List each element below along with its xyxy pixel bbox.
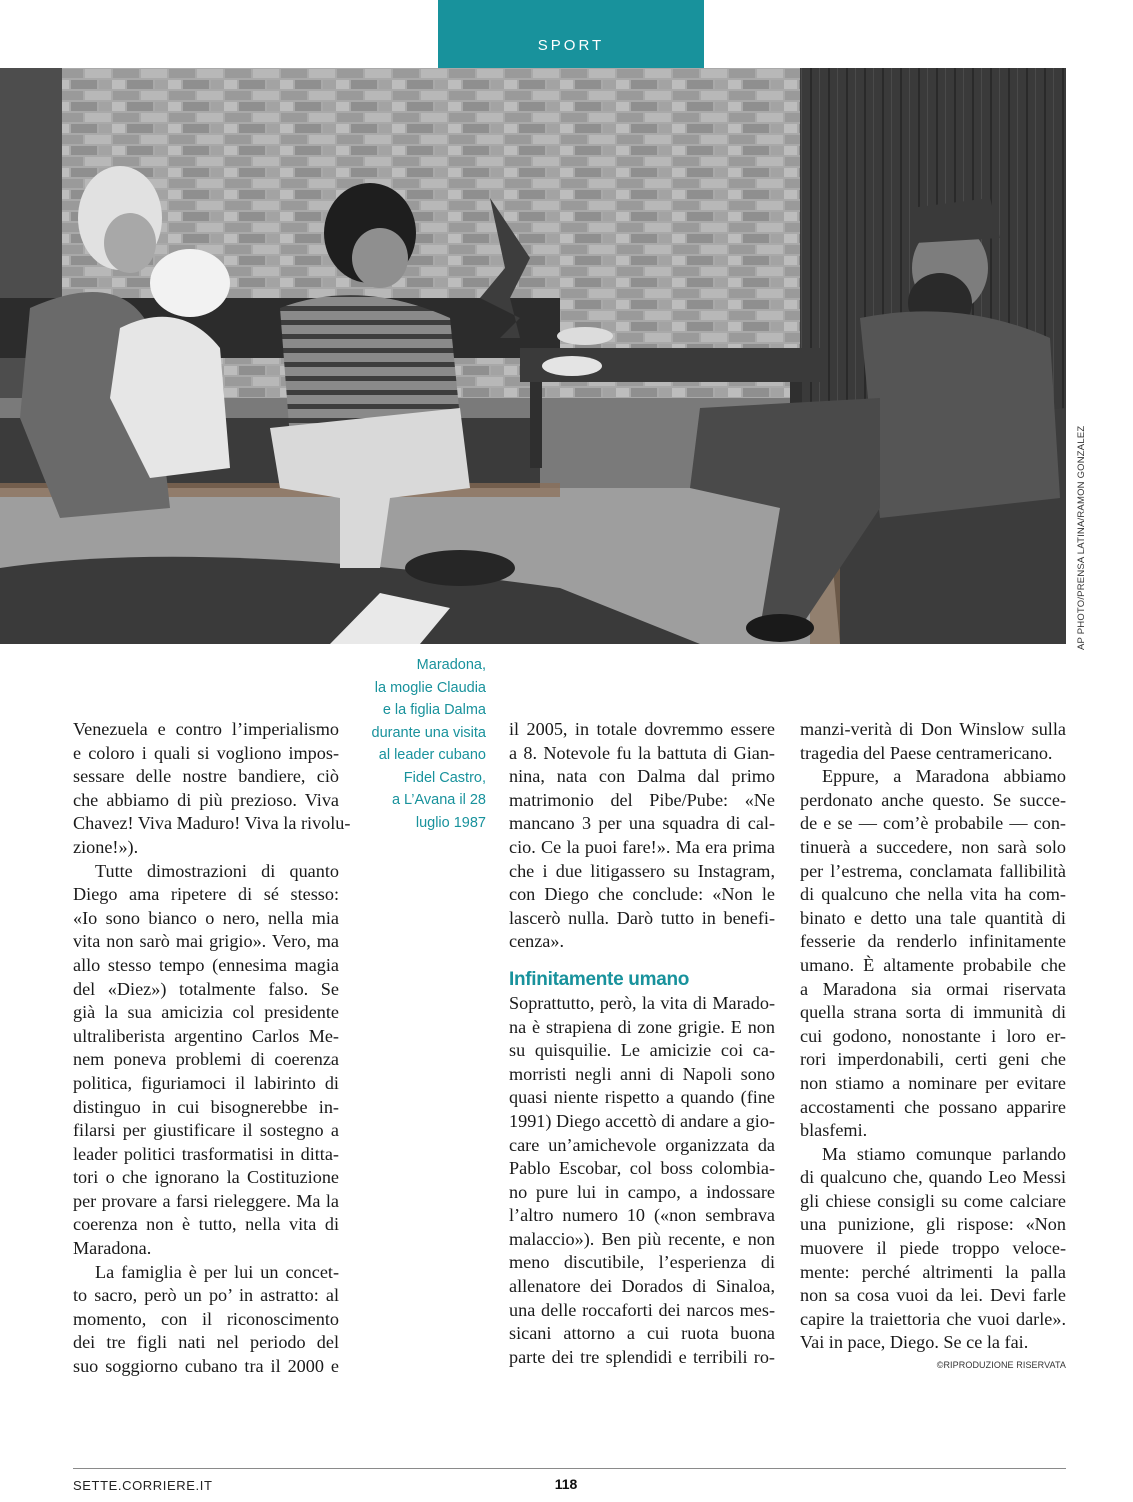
text-line: capire la traiettoria che vuoi darle». — [800, 1308, 1066, 1329]
subheading: Infinitamente umano — [509, 968, 690, 990]
text-line: Eppure, a Maradona abbiamo — [822, 766, 1066, 787]
text-line: La famiglia è per lui un concet- — [95, 1261, 339, 1282]
text-line: nem poneva problemi di coerenza — [73, 1049, 339, 1070]
text-line: Chavez! Viva Maduro! Viva la rivolu- — [73, 813, 351, 834]
text-line: de e se — com’è probabile — con- — [800, 813, 1066, 834]
text-line: Pablo Escobar, col boss colombia- — [509, 1158, 775, 1179]
caption-line: luglio 1987 — [415, 814, 486, 831]
rights-notice: ©RIPRODUZIONE RISERVATA — [936, 1360, 1066, 1371]
text-line: tragedia del Paese centramericano. — [800, 742, 1053, 763]
text-line: Diego ama ripetere di sé stesso: — [73, 884, 339, 905]
text-line: il 2005, in totale dovremmo essere — [509, 719, 775, 739]
text-line: allo stesso tempo (ennesima magia — [73, 954, 339, 975]
text-line: perdonato anche questo. Se succe- — [800, 789, 1066, 810]
text-line: quasi niente rispetto a quando (fine — [509, 1087, 775, 1108]
text-line: una punizione, gli rispose: «Non — [800, 1214, 1066, 1235]
text-line: non stiamo a nominare per evitare — [800, 1072, 1066, 1093]
text-line: blasfemi. — [800, 1120, 868, 1141]
caption-line: la moglie Claudia — [374, 679, 486, 696]
text-line: leader politici trasformatisi in ditta- — [73, 1143, 339, 1164]
text-line: muovere il piede troppo veloce- — [800, 1238, 1066, 1259]
text-line: distinguo in cui bisognerebbe in- — [73, 1096, 339, 1117]
paragraph — [509, 992, 775, 1370]
paragraph — [73, 1261, 339, 1379]
text-line: a Maradona sia ormai riservata — [800, 978, 1066, 999]
paragraph — [800, 718, 1066, 765]
text-line: Venezuela e contro l’imperialismo — [73, 719, 339, 739]
text-line: cio. Ce la puoi fare!». Ma era prima — [509, 836, 775, 857]
text-line: non sa cosa vuoi da lei. Devi farle — [800, 1285, 1066, 1306]
text-line: quella strana sorta di immunità di — [800, 1002, 1066, 1023]
text-line: con Diego che conclude: «Non le — [509, 884, 775, 905]
text-line: tinuerà a succedere, non sarà solo — [800, 836, 1066, 857]
text-line: Maradona. — [73, 1238, 152, 1259]
text-line: cui godono, nonostante i loro er- — [800, 1025, 1066, 1046]
text-line: no pure lui in campo, a indossare — [509, 1181, 775, 1202]
text-line: parte dei tre splendidi e terribili ro- — [509, 1346, 775, 1367]
text-line: nina, nata con Dalma dal primo — [509, 766, 775, 787]
text-line: Vai in pace, Diego. Se ce la fai. — [800, 1332, 1029, 1353]
text-line: e coloro i quali si vogliono impos- — [73, 742, 339, 763]
footer-divider — [73, 1468, 1066, 1469]
paragraph — [509, 718, 775, 954]
text-line: per l’estrema, conclamata fallibilità — [800, 860, 1066, 881]
text-line: ultraliberista argentino Carlos Me- — [73, 1025, 339, 1046]
article-column-2 — [509, 718, 775, 1369]
text-line: lascerò nulla. Darò tutto in benefi- — [509, 907, 775, 928]
caption-line: Maradona, — [416, 657, 486, 673]
text-line: meno discutibile, l’esperienza di — [509, 1252, 775, 1273]
article-column-1 — [73, 718, 351, 1379]
photo-caption — [360, 654, 486, 834]
photo-illustration — [0, 68, 1066, 644]
text-line: morristi negli anni di Napoli sono — [509, 1063, 775, 1084]
text-line: una delle roccaforti dei narcos mes- — [509, 1299, 775, 1320]
text-line: dei tre figli nati nel periodo del — [73, 1332, 339, 1353]
text-line: su quisquilie. Le amicizie coi ca- — [509, 1040, 775, 1061]
section-tab — [438, 0, 704, 68]
text-line: politica, figuriamoci il labirinto di — [73, 1072, 339, 1093]
footer-site-link[interactable]: SETTE.CORRIERE.IT — [73, 1478, 213, 1493]
text-line: zione!»). — [73, 836, 139, 857]
text-line: che i due litigassero su Instagram, — [509, 860, 775, 881]
photo-credit-text: AP PHOTO/PRENSA LATINA/RAMON GONZALEZ — [1076, 425, 1087, 650]
text-line: di qualcuno che, quando Leo Messi — [800, 1167, 1066, 1188]
text-line: malaccio»). Ben più recente, e non — [509, 1228, 775, 1249]
text-line: l’altro numero 10 («non sembrava — [509, 1205, 775, 1226]
caption-line: al leader cubano — [378, 747, 486, 763]
text-line: na è strapiena di zone grigie. E non — [509, 1016, 775, 1037]
text-line: sessare delle nostre bandiere, ciò — [73, 766, 339, 787]
text-line: suo soggiorno cubano tra il 2000 e — [73, 1356, 339, 1377]
page-number: 118 — [554, 1476, 578, 1492]
text-line: rori imperdonabili, certi geni che — [800, 1049, 1066, 1070]
text-line: di qualcuno che nella vita ha com- — [800, 884, 1066, 905]
text-line: manzi-verità di Don Winslow sulla — [800, 719, 1066, 739]
text-line: care un’amichevole organizzata da — [509, 1134, 775, 1155]
text-line: umano. È altamente probabile che — [800, 954, 1066, 975]
text-line: del «Diez») totalmente falso. Se — [73, 978, 339, 999]
caption-line: e la figlia Dalma — [382, 702, 486, 718]
text-line: allenatore dei Dorados di Sinaloa, — [509, 1276, 775, 1297]
paragraph — [73, 718, 351, 860]
text-line: Ma stiamo comunque parlando — [822, 1143, 1066, 1164]
photo-credit — [1076, 425, 1090, 664]
text-line: vita non sarò mai grigio». Vero, ma — [73, 931, 339, 952]
text-line: coerenza non è tutto, nella vita di — [73, 1214, 339, 1235]
text-line: matrimonio del Pibe/Pube: «Ne — [509, 789, 775, 810]
text-line: fesserie da renderlo infinitamente — [800, 931, 1066, 952]
text-line: cenza». — [509, 931, 565, 952]
text-line: Tutte dimostrazioni di quanto — [95, 860, 339, 881]
section-label: SPORT — [537, 37, 605, 54]
paragraph — [73, 860, 339, 1261]
text-line: già la sua amicizia col presidente — [73, 1002, 339, 1023]
text-line: a 8. Notevole fu la battuta di Gian- — [509, 742, 775, 763]
text-line: gli chiese consigli su come calciare — [800, 1190, 1066, 1211]
article-column-3 — [800, 718, 1066, 1375]
text-line: mancano 3 per una squadra di cal- — [509, 813, 775, 834]
text-line: filarsi per giustificare il sostegno a — [73, 1120, 339, 1141]
text-line: tori o che ignorano la Costituzione — [73, 1167, 339, 1188]
text-line: to sacro, però un po’ in astratto: al — [73, 1285, 339, 1306]
text-line: per provare a farsi rieleggere. Ma la — [73, 1190, 339, 1211]
paragraph — [800, 1143, 1066, 1355]
text-line: «Io sono bianco o nero, nella mia — [73, 907, 339, 928]
caption-line: a L’Avana il 28 — [391, 792, 486, 808]
text-line: accostamenti che possano apparire — [800, 1096, 1066, 1117]
text-line: che abbiamo di più prezioso. Viva — [73, 789, 339, 810]
text-line: mente: perché altrimenti la palla — [800, 1261, 1066, 1282]
caption-line: durante una visita — [371, 724, 486, 741]
text-line: sicani attorno a cui ruota buona — [509, 1323, 775, 1344]
text-line: binato e detto una tale quantità di — [800, 907, 1066, 928]
caption-line: Fidel Castro, — [403, 769, 486, 786]
text-line: Soprattutto, però, la vita di Marado- — [509, 992, 775, 1013]
text-line: 1991) Diego accettò di andare a gio- — [509, 1110, 775, 1131]
text-line: momento, con il riconoscimento — [73, 1308, 339, 1329]
paragraph — [800, 765, 1066, 1143]
article-photo — [0, 68, 1066, 644]
